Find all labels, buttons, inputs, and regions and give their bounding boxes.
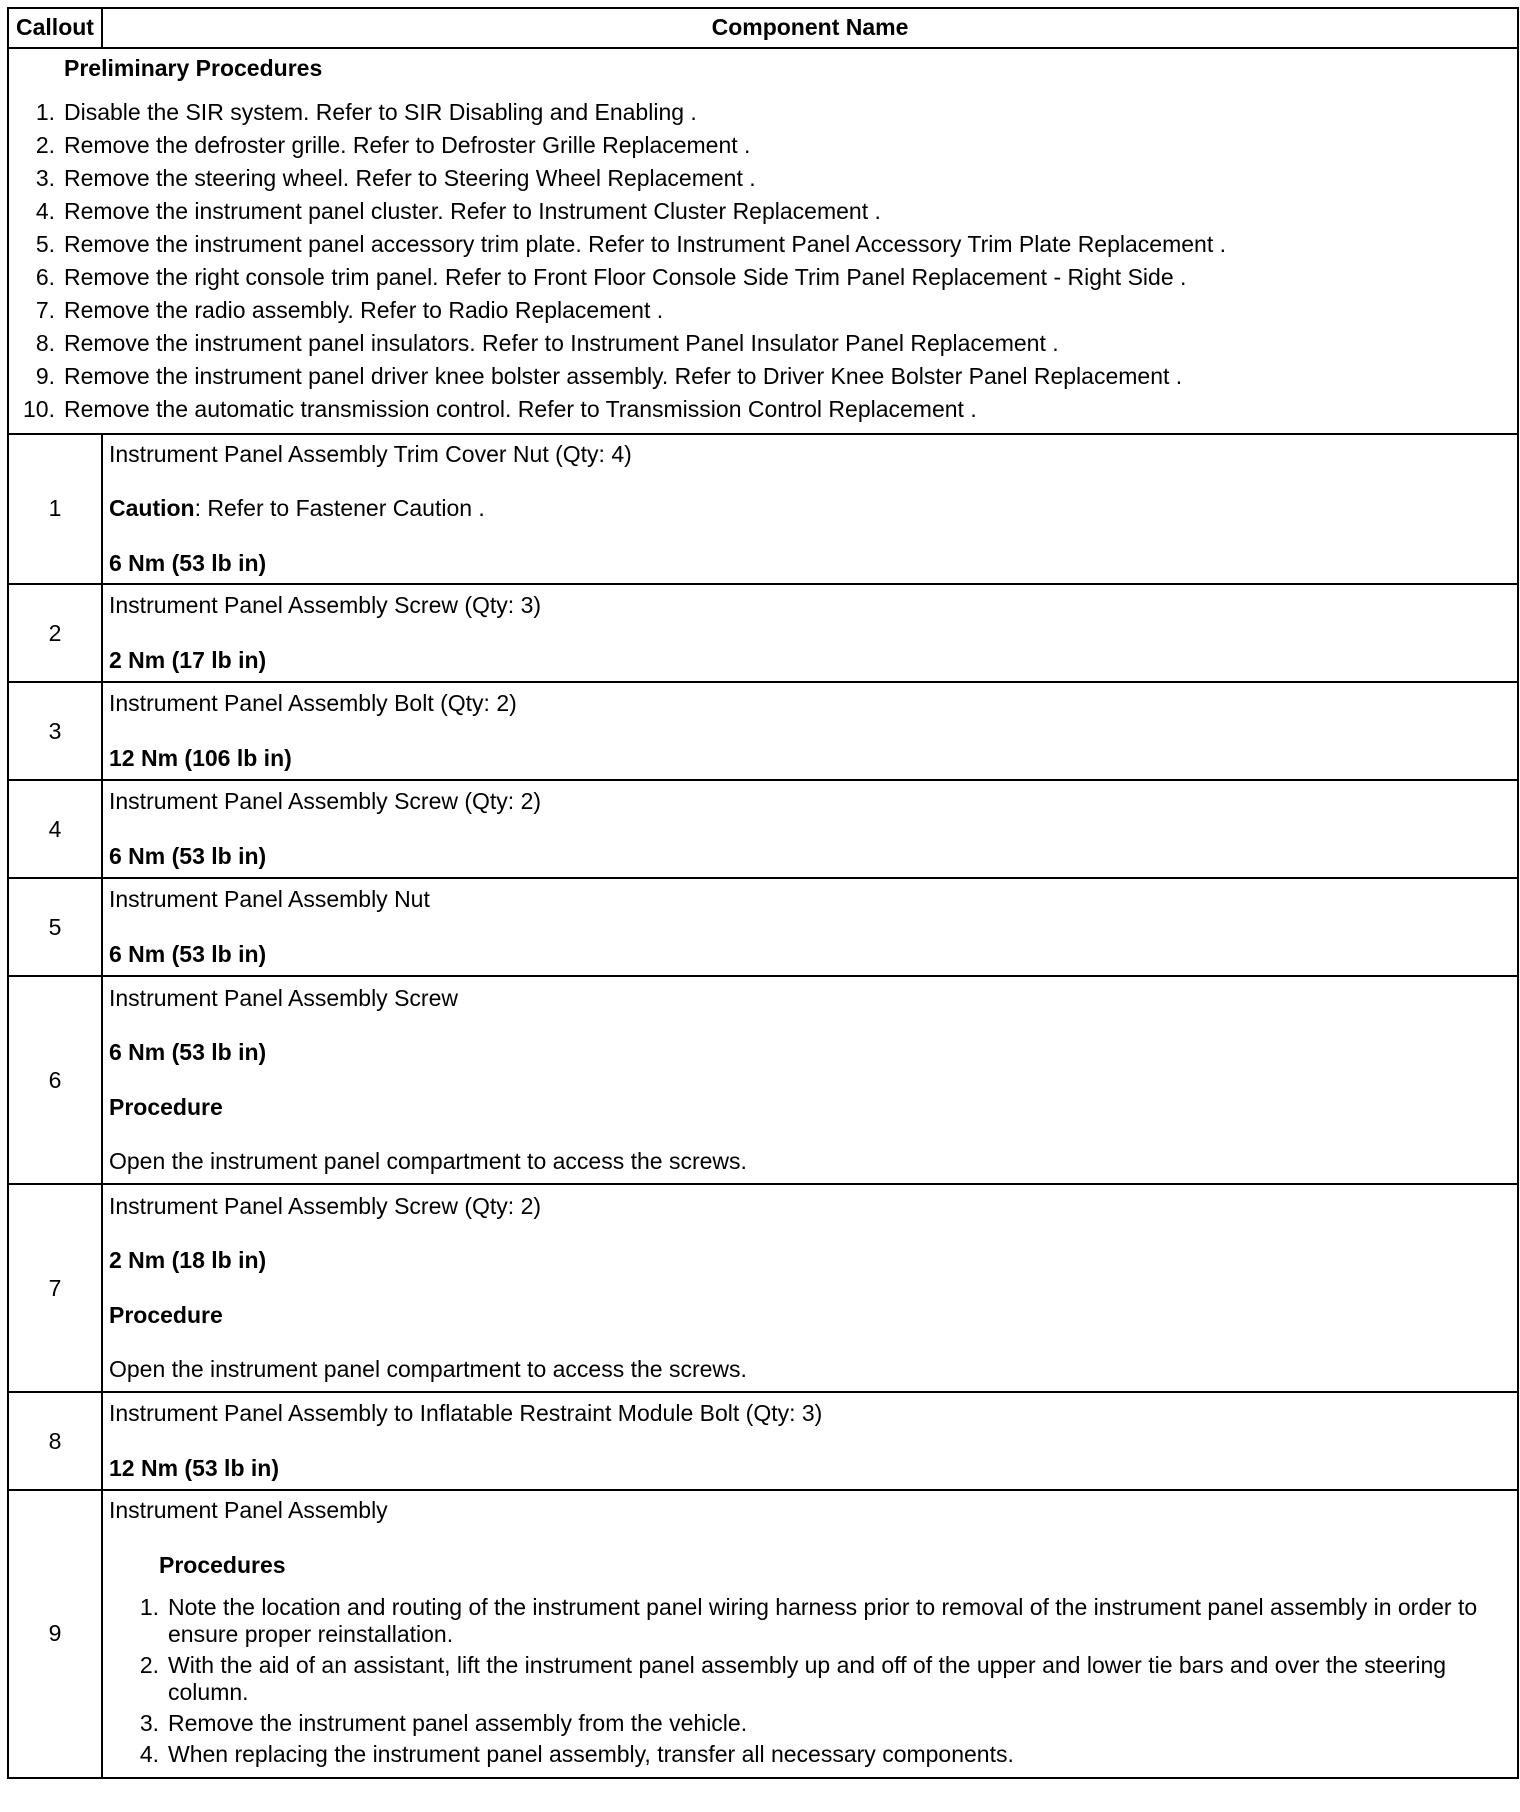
torque-spec: 2 Nm (18 lb in) [109, 1247, 267, 1274]
procedure-text: Open the instrument panel compartment to access the screws. [109, 1148, 747, 1175]
list-item [9, 163, 1509, 196]
list-item [9, 295, 1509, 328]
torque-spec: 2 Nm (17 lb in) [109, 646, 267, 673]
component-name: Instrument Panel Assembly Screw (Qty: 2) [109, 1192, 542, 1219]
table-row [8, 1490, 1518, 1778]
table-row [8, 780, 1518, 878]
step-number: 6. [35, 264, 55, 291]
procedure-steps [109, 1594, 1509, 1769]
step-number: 2. [35, 132, 55, 159]
step-number: 8. [35, 330, 55, 357]
list-item [9, 328, 1509, 361]
procedure-label: Procedure [109, 1093, 223, 1120]
list-item [9, 229, 1509, 262]
table-row [8, 976, 1518, 1184]
callout-number: 4 [8, 780, 102, 878]
callout-number: 6 [8, 976, 102, 1184]
list-item [9, 97, 1509, 130]
component-name: Instrument Panel Assembly Bolt (Qty: 2) [109, 690, 517, 717]
step-number: 5. [35, 231, 55, 258]
procedures-label: Procedures [159, 1551, 286, 1578]
step-text: Remove the instrument panel insulators. Refer to Instrument Panel Insulator Panel Replacement . [64, 330, 1059, 357]
step-text: Remove the instrument panel accessory trim plate. Refer to Instrument Panel Accessory Trim Plate Replacement . [64, 231, 1226, 258]
component-cell [102, 434, 1518, 585]
step-text: Note the location and routing of the instrument panel wiring harness prior to removal of the instrument panel assembly in order to ensure proper reinstallation. [168, 1593, 1478, 1648]
component-name: Instrument Panel Assembly Trim Cover Nut (Qty: 4) [109, 440, 632, 467]
caution-label: Caution [109, 495, 195, 522]
callout-number: 7 [8, 1184, 102, 1392]
torque-spec: 6 Nm (53 lb in) [109, 1039, 267, 1066]
list-item [9, 361, 1509, 394]
list-item [109, 1594, 1509, 1649]
callout-number: 3 [8, 682, 102, 780]
callout-number: 2 [8, 584, 102, 682]
component-cell [102, 1392, 1518, 1490]
table-row [8, 682, 1518, 780]
callout-number: 1 [8, 434, 102, 585]
callout-number: 9 [8, 1490, 102, 1778]
table-row [8, 584, 1518, 682]
component-name: Instrument Panel Assembly Screw (Qty: 2) [109, 788, 542, 815]
component-cell [102, 780, 1518, 878]
component-cell [102, 1490, 1518, 1778]
list-item [9, 196, 1509, 229]
step-text: Remove the steering wheel. Refer to Steering Wheel Replacement . [64, 165, 756, 192]
step-text: Disable the SIR system. Refer to SIR Disabling and Enabling . [64, 99, 697, 126]
step-text: Remove the instrument panel cluster. Refer to Instrument Cluster Replacement . [64, 198, 881, 225]
list-item [9, 130, 1509, 163]
procedure-text: Open the instrument panel compartment to access the screws. [109, 1356, 747, 1383]
component-cell [102, 1184, 1518, 1392]
step-number: 9. [35, 363, 55, 390]
table-row [8, 434, 1518, 585]
step-text: Remove the instrument panel driver knee bolster assembly. Refer to Driver Knee Bolster Panel Replacement . [64, 363, 1183, 390]
component-cell [102, 878, 1518, 976]
step-text: Remove the automatic transmission control. Refer to Transmission Control Replacement . [64, 396, 977, 423]
component-table [7, 7, 1519, 1779]
step-number: 10. [23, 396, 55, 423]
step-number: 3. [139, 1709, 159, 1736]
component-name: Instrument Panel Assembly Screw [109, 984, 458, 1011]
list-item [109, 1741, 1509, 1769]
table-row [8, 1184, 1518, 1392]
step-number: 1. [35, 99, 55, 126]
caution-text: : Refer to Fastener Caution . [194, 495, 485, 522]
step-number: 4. [139, 1740, 159, 1767]
header-callout: Callout [8, 8, 102, 48]
step-number: 3. [35, 165, 55, 192]
step-text: Remove the right console trim panel. Refer to Front Floor Console Side Trim Panel Replacement - Right Side . [64, 264, 1187, 291]
component-name: Instrument Panel Assembly to Inflatable Restraint Module Bolt (Qty: 3) [109, 1400, 823, 1427]
header-row [8, 8, 1518, 48]
preliminary-row [8, 48, 1518, 434]
caution-note [109, 495, 1509, 523]
list-item [9, 394, 1509, 427]
table-row [8, 1392, 1518, 1490]
preliminary-cell [8, 48, 1518, 434]
step-text: Remove the radio assembly. Refer to Radio Replacement . [64, 297, 664, 324]
preliminary-steps [9, 97, 1509, 427]
component-cell [102, 584, 1518, 682]
step-text: Remove the defroster grille. Refer to Defroster Grille Replacement . [64, 132, 751, 159]
torque-spec: 12 Nm (53 lb in) [109, 1454, 279, 1481]
list-item [109, 1652, 1509, 1707]
preliminary-title: Preliminary Procedures [64, 55, 323, 81]
torque-spec: 6 Nm (53 lb in) [109, 940, 267, 967]
step-number: 7. [35, 297, 55, 324]
torque-spec: 6 Nm (53 lb in) [109, 549, 267, 576]
step-number: 2. [139, 1651, 159, 1678]
component-name: Instrument Panel Assembly [109, 1497, 388, 1524]
step-text: When replacing the instrument panel assembly, transfer all necessary components. [168, 1740, 1014, 1767]
torque-spec: 12 Nm (106 lb in) [109, 744, 292, 771]
component-name: Instrument Panel Assembly Screw (Qty: 3) [109, 592, 542, 619]
component-cell [102, 682, 1518, 780]
torque-spec: 6 Nm (53 lb in) [109, 842, 267, 869]
callout-number: 8 [8, 1392, 102, 1490]
component-name: Instrument Panel Assembly Nut [109, 886, 430, 913]
component-cell [102, 976, 1518, 1184]
table-row [8, 878, 1518, 976]
header-component-name: Component Name [102, 8, 1518, 48]
step-number: 4. [35, 198, 55, 225]
callout-number: 5 [8, 878, 102, 976]
step-text: Remove the instrument panel assembly from the vehicle. [168, 1709, 748, 1736]
list-item [9, 262, 1509, 295]
step-number: 1. [139, 1593, 159, 1620]
list-item [109, 1710, 1509, 1738]
procedure-label: Procedure [109, 1301, 223, 1328]
step-text: With the aid of an assistant, lift the instrument panel assembly up and off of the upper and lower tie bars and over the steering column. [168, 1651, 1447, 1706]
